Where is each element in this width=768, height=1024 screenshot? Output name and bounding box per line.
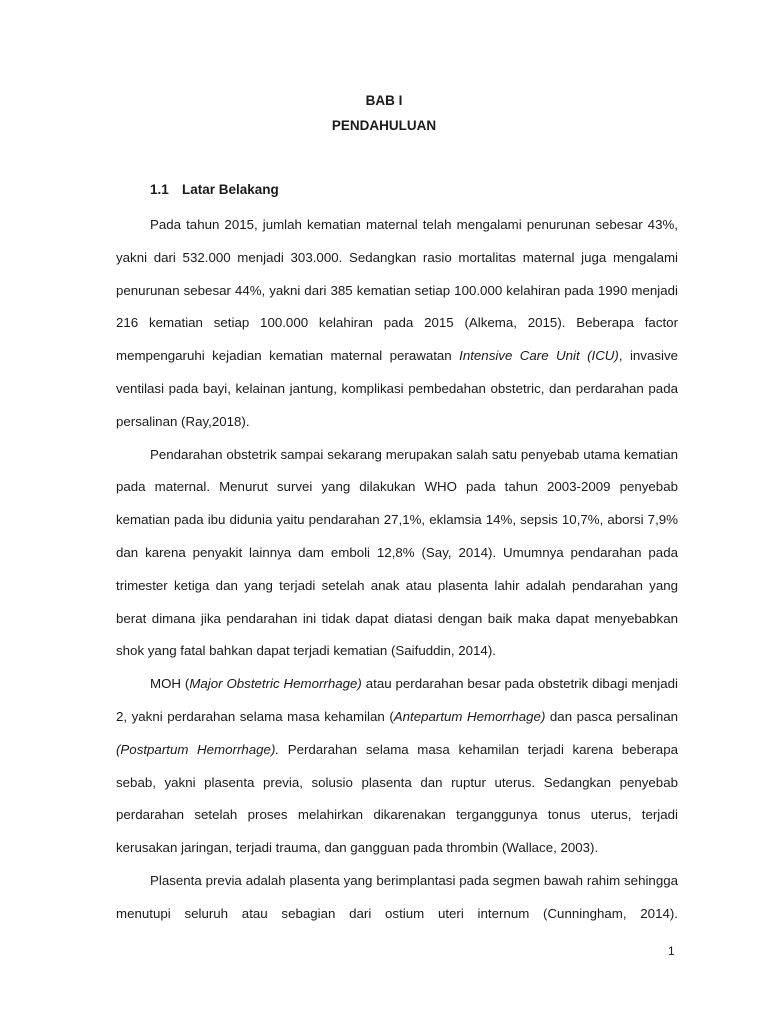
section-title: Latar Belakang (182, 182, 279, 197)
chapter-heading: BAB I (365, 93, 403, 108)
paragraph-text: Plasenta previa adalah plasenta yang berimplantasi pada segmen bawah rahim sehingga menutupi seluruh atau sebagian dari ostium uteri internum (Cunningham, 2014). (116, 872, 678, 921)
paragraph-text: dan pasca persalinan (545, 708, 678, 724)
paragraph-2 (116, 439, 678, 669)
paragraph-3 (116, 668, 678, 865)
paragraph-1 (116, 209, 678, 439)
italic-term: Antepartum Hemorrhage) (393, 708, 546, 724)
body-text (116, 209, 678, 931)
paragraph-4 (116, 865, 678, 931)
paragraph-text: , invasive ventilasi pada bayi, kelainan jantung, komplikasi pembedahan obstetric, dan perdarahan pada persalinan (Ray,2018). (116, 348, 678, 429)
paragraph-text: MOH ( (150, 676, 190, 692)
paragraph-text: Pendarahan obstetrik sampai sekarang merupakan salah satu penyebab utama kematian pada maternal. Menurut survei yang dilakukan WHO pada tahun 2003-2009 penyebab kematian pada ibu didunia yaitu pendarahan 27,1%, eklamsia 14%, sepsis 10,7%, aborsi 7,9% dan karena penyakit lainnya dam emboli 12,8% (Say, 2014). Umumnya pendarahan pada trimester ketiga dan yang terjadi setelah anak atau plasenta lahir adalah pendarahan yang berat dimana jika pendarahan ini tidak dapat diatasi dengan baik maka dapat menyebabkan shok yang fatal bahkan dapat terjadi kematian (Saifuddin, 2014). (116, 446, 678, 659)
page-number: 1 (668, 944, 675, 958)
italic-term: (Postpartum Hemorrhage). (116, 741, 280, 757)
paragraph-text: Perdarahan selama masa kehamilan terjadi karena beberapa sebab, yakni plasenta previa, solusio plasenta dan ruptur uterus. Sedangkan penyebab perdarahan setelah proses melahirkan dikarenakan terganggunya tonus uterus, terjadi kerusakan jaringan, terjadi trauma, dan gangguan pada thrombin (Wallace, 2003). (116, 741, 678, 856)
italic-term: Major Obstetric Hemorrhage) (189, 676, 362, 692)
paragraph-text: atau perdarahan besar pada obstetrik dibagi menjadi 2, yakni perdarahan selama masa kehamilan ( (116, 676, 679, 724)
section-heading (150, 182, 279, 197)
italic-term: Intensive Care Unit (ICU) (459, 348, 619, 364)
section-number: 1.1 (150, 182, 169, 197)
chapter-title: PENDAHULUAN (331, 118, 437, 133)
paragraph-text: Pada tahun 2015, jumlah kematian maternal telah mengalami penurunan sebesar 43%, yakni dari 532.000 menjadi 303.000. Sedangkan rasio mortalitas maternal juga mengalami penurunan sebesar 44%, yakni dari 385 kematian setiap 100.000 kelahiran pada 1990 menjadi 216 kematian setiap 100.000 kelahiran pada 2015 (Alkema, 2015). Beberapa factor mempengaruhi kejadian kematian maternal perawatan (116, 217, 678, 364)
